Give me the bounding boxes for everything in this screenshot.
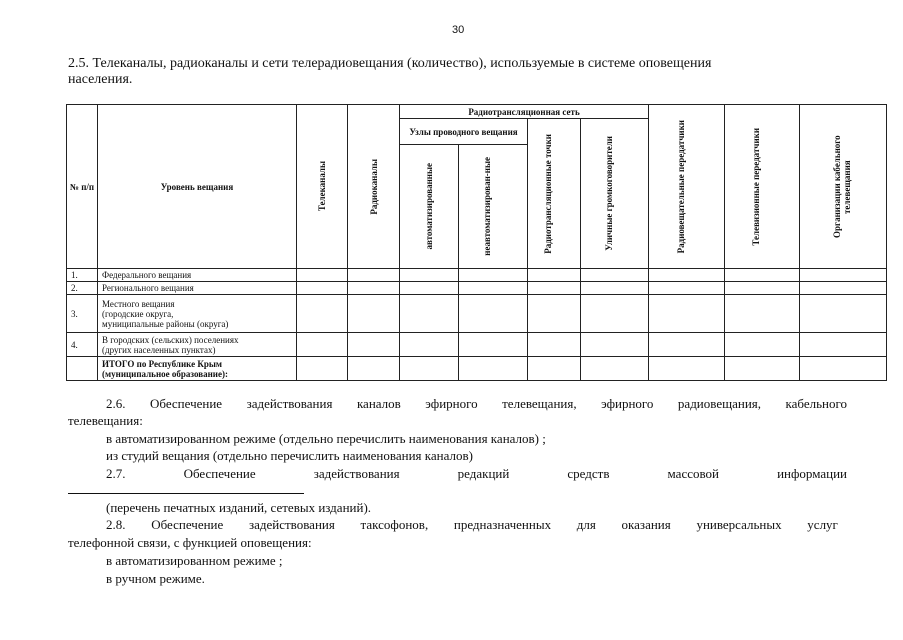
header-tv-channels: Телеканалы: [297, 105, 348, 269]
header-non-automated: неавтоматизирован-ные: [459, 145, 528, 269]
p26-auto-mode: в автоматизированном режиме (отдельно перечислить наименования каналов) ;: [106, 431, 546, 446]
header-wired-nodes: Узлы проводного вещания: [400, 119, 528, 145]
header-tv-transmitters: Телевизионные передатчики: [725, 105, 800, 269]
p28-continuation: телефонной связи, с функцией оповещения:: [68, 535, 312, 550]
table-row: 2. Регионального вещания: [67, 282, 887, 295]
header-radio-network: Радиотрансляционная сеть: [400, 105, 649, 119]
p28-manual-mode: в ручном режиме.: [106, 571, 205, 586]
section-heading-line2: населения.: [68, 72, 133, 87]
header-automated: автоматизированные: [400, 145, 459, 269]
p27-blank-line: [68, 493, 304, 494]
broadcast-table: [66, 104, 887, 381]
p28-auto-mode: в автоматизированном режиме ;: [106, 553, 283, 568]
table-total-row: ИТОГО по Республике Крым (муниципальное образование):: [67, 357, 887, 381]
table-row: 4. В городских (сельских) поселениях (других населенных пунктах): [67, 333, 887, 357]
section-heading: [68, 56, 828, 88]
p27-line1: 2.7. Обеспечение задействования редакций средств массовой информации: [106, 466, 847, 481]
p26-continuation: телевещания:: [68, 413, 143, 428]
header-radio-points: Радиотрансляционные точки: [528, 119, 581, 269]
p26-studio: из студий вещания (отдельно перечислить наименования каналов): [106, 448, 473, 463]
header-radio-channels: Радиоканалы: [348, 105, 400, 269]
header-street-speakers: Уличные громкоговорители: [581, 119, 649, 269]
header-cable-orgs: Организации кабельного телевещания: [800, 105, 887, 269]
section-heading-line1: 2.5. Телеканалы, радиоканалы и сети телерадиовещания (количество), используемые в системе оповещения: [68, 56, 712, 71]
header-num: № п/п: [67, 105, 98, 269]
p28-line1: 2.8. Обеспечение задействования таксофонов, предназначенных для оказания универсальных услуг: [106, 517, 838, 532]
table-row: 3. Местного вещания (городские округа, муниципальные районы (округа): [67, 295, 887, 333]
p26-line1: 2.6. Обеспечение задействования каналов эфирного телевещания, эфирного радиовещания, кабельного: [106, 396, 847, 411]
page-number: 30: [452, 24, 465, 36]
p27-note: (перечень печатных изданий, сетевых изданий).: [106, 500, 372, 515]
header-level: Уровень вещания: [98, 105, 297, 269]
header-radio-transmitters: Радиовещательные передатчики: [649, 105, 725, 269]
table-row: 1. Федерального вещания: [67, 269, 887, 282]
